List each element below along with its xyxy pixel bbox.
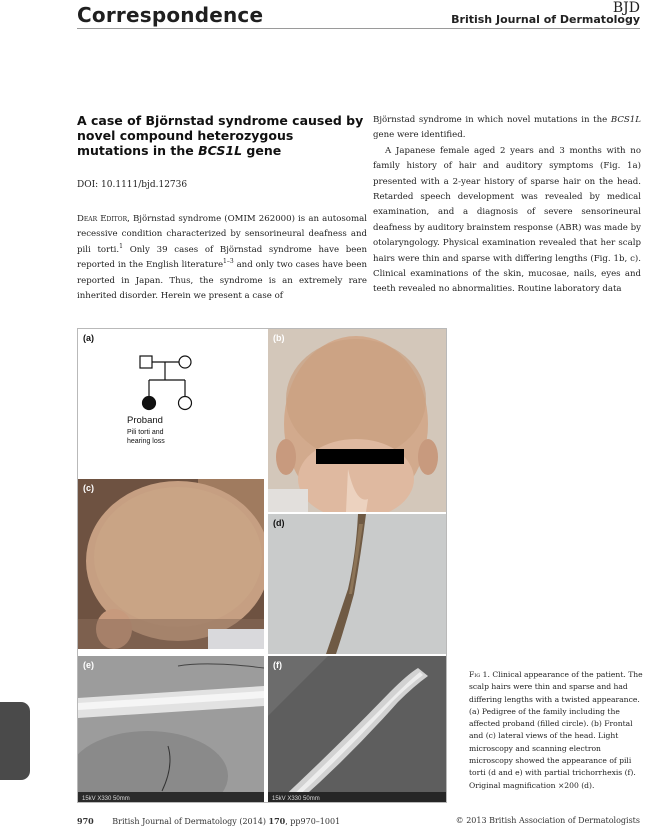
eye-censor-bar	[316, 449, 404, 464]
figure-1	[77, 328, 447, 803]
caption-text: Clinical appearance of the patient. The scalp hairs were thin and sparse and had differing lengths with a twisted appearance. (a) Pedigree of the family including the affected proband (filled circle). (b) Frontal and (c) lateral views of the head. Light microscopy and scanning electron microscopy showed the appearance of pili torti (d and e) with partial trichorrhexis (f). Original magnification ×200 (d).	[469, 670, 643, 790]
panel-b-frontal-photo	[268, 329, 446, 512]
footer-journal: British Journal of Dermatology (2014)	[112, 817, 266, 826]
panel-a-pedigree	[78, 329, 266, 477]
doi-link[interactable]: DOI: 10.1111/bjd.12736	[77, 180, 188, 190]
journal-name: British Journal of Dermatology	[451, 13, 640, 26]
caption-label: Fig 1.	[469, 670, 490, 679]
footer-copyright: © 2013 British Association of Dermatologists	[455, 816, 640, 825]
panel-label-c: (c)	[83, 483, 94, 493]
pedigree-father	[140, 356, 152, 368]
panel-label-b: (b)	[273, 333, 285, 343]
pedigree-proband	[143, 397, 156, 410]
panel-c-lateral-photo	[78, 479, 264, 649]
body-text-3: and only two cases have been reported in Japan. Thus, the syndrome is an extremely rare inherited disorder. Herein we present a case of	[77, 260, 367, 302]
reference-1[interactable]: 1	[119, 242, 123, 250]
salutation: Dear Editor,	[77, 214, 130, 224]
body-paragraph-2: A Japanese female aged 2 years and 3 months with no family history of hair and auditory symptoms (Fig. 1a) presented with a 2-year history of sparse hair on the head. Retarded speech development was revealed by medical examination, and a diagnosis of severe sensorineural deafness by auditory brainstem response (ABR) was made by otolaryngology. Physical examination revealed that her scalp hairs were thin and sparse with differing lengths (Fig. 1b, c). Clinical examinations of the skin, mucosae, nails, eyes and teeth revealed no abnormalities. Routine laboratory data	[373, 145, 641, 295]
footer-volume: 170	[268, 816, 286, 826]
proband-label: Proband	[127, 415, 163, 426]
panel-label-a: (a)	[83, 333, 94, 343]
side-tab	[0, 702, 30, 780]
light-microscopy-image	[268, 514, 446, 654]
sem-e-info: 15kV X330 50mm	[82, 796, 130, 802]
article-title-gene: BCS1L	[198, 143, 243, 158]
body-text-4: Björnstad syndrome in which novel mutations in the	[373, 115, 608, 125]
sem-f-info: 15kV X330 50mm	[272, 796, 320, 802]
pedigree-sibling	[179, 397, 192, 410]
section-title: Correspondence	[77, 3, 264, 27]
gene-name: BCS1L	[610, 115, 641, 125]
pedigree-mother	[179, 356, 191, 368]
panel-e-sem-image	[78, 656, 264, 802]
panel-label-d: (d)	[273, 518, 285, 528]
phenotype-note-1: Pili torti and	[127, 429, 164, 436]
journal-logo: BJD	[612, 0, 640, 16]
article-title-main: A case of Björnstad syndrome caused by novel compound heterozygous mutations in the	[77, 113, 364, 158]
lateral-head-photo	[78, 479, 264, 649]
body-right-column	[373, 113, 641, 298]
footer-pages: , pp970–1001	[285, 817, 341, 826]
sem-image-f	[268, 656, 446, 802]
phenotype-note-2: hearing loss	[127, 438, 165, 445]
figure-caption	[469, 669, 647, 792]
footer-left	[77, 816, 340, 826]
sem-image-e	[78, 656, 264, 802]
body-text-1: Björnstad syndrome (OMIM 262000) is an autosomal recessive condition characterized by sensorineural deafness and pili torti.	[77, 214, 367, 255]
panel-f-sem-image	[268, 656, 446, 802]
pedigree-chart	[78, 329, 266, 477]
body-left-column	[77, 212, 367, 304]
page-number: 970	[77, 816, 94, 826]
panel-d-light-microscopy	[268, 514, 446, 654]
frontal-head-photo	[268, 329, 446, 512]
article-title-end: gene	[246, 143, 282, 158]
article-title	[77, 113, 367, 158]
header-divider	[77, 28, 640, 29]
reference-2[interactable]: 1–3	[223, 258, 234, 266]
panel-label-f: (f)	[273, 660, 282, 670]
body-text-2: Only 39 cases of Björnstad syndrome have been reported in the English literature	[77, 244, 367, 271]
panel-label-e: (e)	[83, 660, 94, 670]
body-text-5: gene were identified.	[373, 130, 466, 141]
